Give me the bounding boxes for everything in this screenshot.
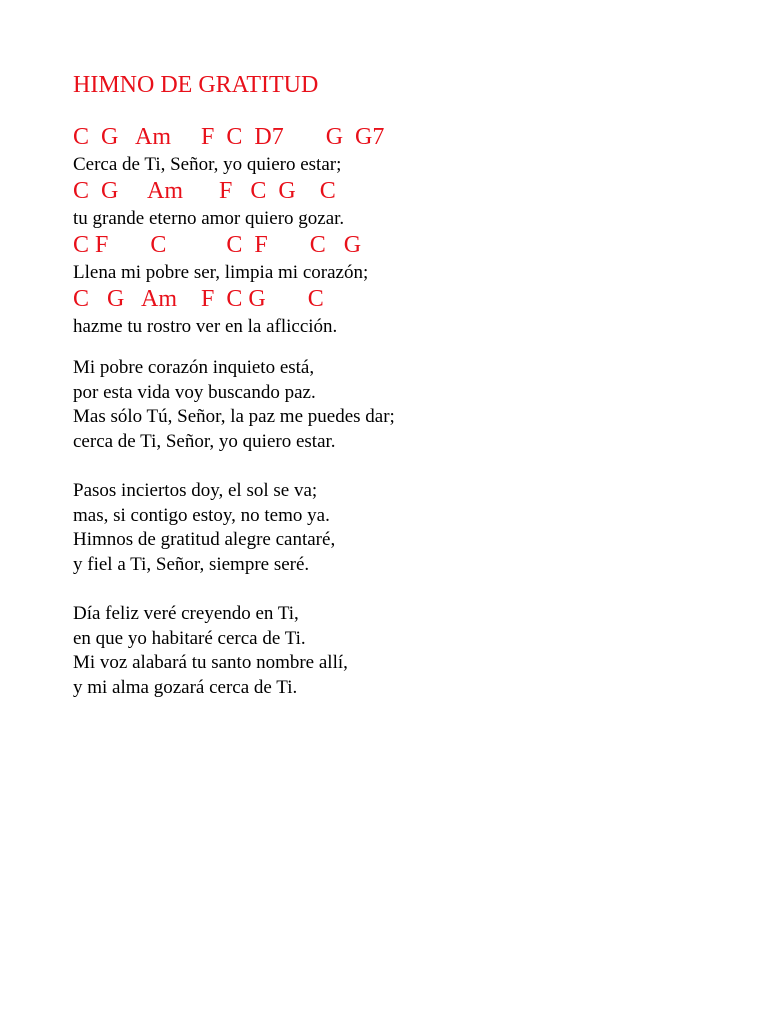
lyric-line: Cerca de Ti, Señor, yo quiero estar; (73, 154, 342, 175)
stanza (73, 479, 395, 577)
lyric-line: Pasos inciertos doy, el sol se va; (73, 480, 318, 501)
chord-line: C F C C F C G (73, 232, 362, 258)
lyric-line: mas, si contigo estoy, no temo ya. (73, 504, 330, 526)
lyric-line: hazme tu rostro ver en la aflicción. (73, 316, 338, 337)
lyric-line: Día feliz veré creyendo en Ti, (73, 603, 299, 624)
chord-line: C G Am F C D7 G G7 (73, 124, 385, 150)
lyric-line: y fiel a Ti, Señor, siempre seré. (73, 553, 310, 575)
lyric-line: cerca de Ti, Señor, yo quiero estar. (73, 430, 336, 452)
lyric-line: Mi voz alabará tu santo nombre allí, (73, 652, 348, 673)
song-title: HIMNO DE GRATITUD (73, 72, 319, 98)
stanza (73, 602, 395, 700)
lyric-line: y mi alma gozará cerca de Ti. (73, 676, 298, 698)
chorded-stanza (73, 124, 395, 340)
lyric-line: en que yo habitaré cerca de Ti. (73, 627, 306, 649)
chord-line: C G Am F C G C (73, 178, 336, 204)
lyric-line: Mas sólo Tú, Señor, la paz me puedes dar; (73, 406, 395, 427)
lyric-line: por esta vida voy buscando paz. (73, 381, 316, 403)
lyric-line: Mi pobre corazón inquieto está, (73, 357, 315, 378)
chord-line: C G Am F C G C (73, 286, 324, 312)
lyric-line: Llena mi pobre ser, limpia mi corazón; (73, 262, 369, 283)
lyric-line: tu grande eterno amor quiero gozar. (73, 208, 345, 229)
stanza (73, 356, 395, 454)
song-body (73, 124, 395, 700)
lyric-line: Himnos de gratitud alegre cantaré, (73, 529, 336, 550)
